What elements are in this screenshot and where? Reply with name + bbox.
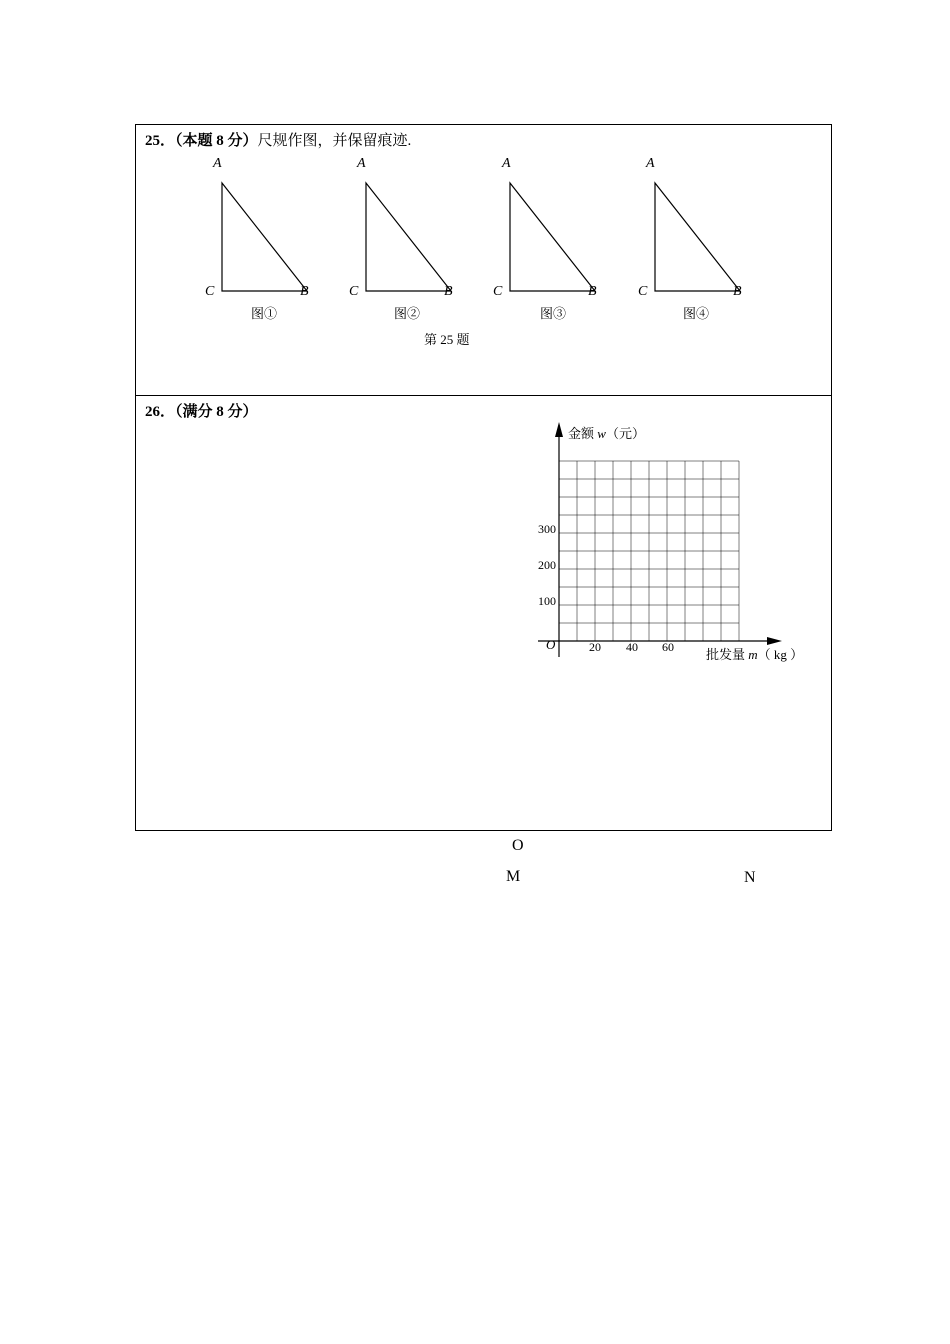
vertex-c-label: C xyxy=(205,284,215,299)
y-axis-variable: w xyxy=(597,426,606,441)
x-axis-unit: （ kg ） xyxy=(757,647,804,662)
point-n-label: N xyxy=(744,869,756,886)
vertex-c-label: C xyxy=(349,284,359,299)
point-o-label: O xyxy=(512,837,524,854)
x-tick-label: 60 xyxy=(662,640,674,654)
vertex-b-label: B xyxy=(300,284,309,299)
x-axis-label-prefix: 批发量 xyxy=(706,647,746,662)
vertex-a-label: A xyxy=(213,156,222,171)
figure-caption: 图③ xyxy=(540,306,567,321)
vertex-c-label: C xyxy=(493,284,503,299)
figure-caption: 图① xyxy=(251,306,278,321)
x-axis-label xyxy=(706,644,803,663)
question-25-instruction: 尺规作图，并保留痕迹. xyxy=(257,133,412,149)
question-26-header xyxy=(145,400,258,421)
vertex-b-label: B xyxy=(588,284,597,299)
y-tick-label: 200 xyxy=(538,558,556,572)
vertex-a-label: A xyxy=(357,156,366,171)
vertex-a-label: A xyxy=(646,156,655,171)
question-25-box xyxy=(135,124,832,396)
x-tick-label: 20 xyxy=(589,640,601,654)
origin-label: O xyxy=(546,637,556,652)
y-axis-unit: （元） xyxy=(605,426,645,441)
vertex-b-label: B xyxy=(444,284,453,299)
point-m-label: M xyxy=(506,868,521,885)
question-26-number: 26． xyxy=(145,404,176,420)
vertex-a-label: A xyxy=(502,156,511,171)
figure-caption: 图④ xyxy=(683,306,710,321)
question-25-number: 25． xyxy=(145,133,176,149)
vertex-c-label: C xyxy=(638,284,648,299)
question-26-points: （满分 8 分） xyxy=(175,404,258,420)
coordinate-grid xyxy=(0,0,1,1)
y-axis-label xyxy=(568,423,645,442)
question-25-figure-caption: 第 25 题 xyxy=(424,332,470,347)
figure-caption: 图② xyxy=(394,306,421,321)
question-25-header xyxy=(145,129,411,150)
x-tick-label: 40 xyxy=(626,640,638,654)
y-tick-label: 300 xyxy=(538,522,556,536)
vertex-b-label: B xyxy=(733,284,742,299)
question-25-points: （本题 8 分） xyxy=(175,133,258,149)
y-axis-label-prefix: 金额 xyxy=(568,426,595,441)
y-tick-label: 100 xyxy=(538,594,556,608)
x-axis-variable: m xyxy=(748,647,758,662)
question-26-box xyxy=(135,395,832,831)
